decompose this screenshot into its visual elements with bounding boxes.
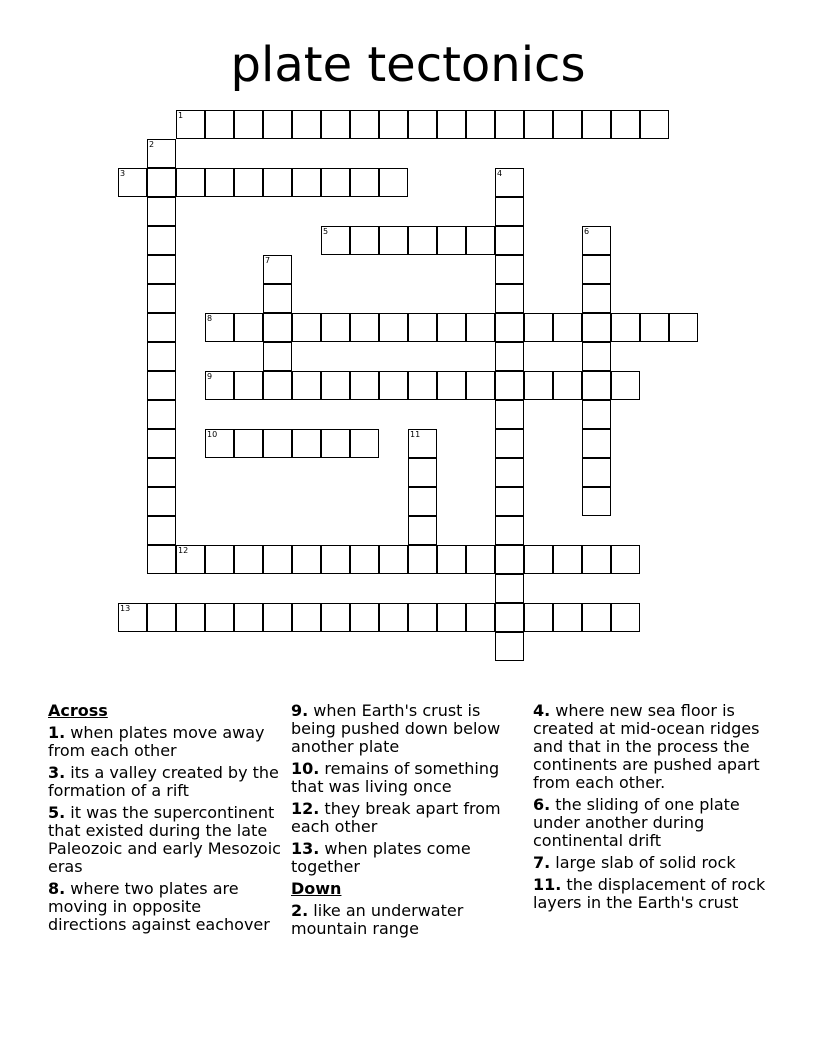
- grid-cell[interactable]: [379, 313, 408, 342]
- clue-item-text: when plates come together: [291, 839, 471, 876]
- grid-cell[interactable]: [495, 226, 524, 255]
- grid-cell[interactable]: [408, 516, 437, 545]
- grid-cell[interactable]: [234, 603, 263, 632]
- grid-cell[interactable]: [582, 226, 611, 255]
- grid-cell[interactable]: [147, 545, 176, 574]
- grid-cell[interactable]: [263, 168, 292, 197]
- grid-cell[interactable]: [611, 371, 640, 400]
- clue-item: [533, 796, 769, 850]
- grid-cell[interactable]: [495, 168, 524, 197]
- clue-item-text: when Earth's crust is being pushed down below another plate: [291, 701, 501, 756]
- grid-cell[interactable]: [321, 429, 350, 458]
- clue-number: 13: [120, 604, 131, 613]
- grid-cell[interactable]: [640, 313, 669, 342]
- clue-number: 5: [323, 227, 329, 236]
- grid-cell[interactable]: [147, 603, 176, 632]
- clue-item-text: it was the supercontinent that existed during the late Paleozoic and early Mesozoic eras: [48, 803, 281, 876]
- grid-cell[interactable]: [582, 313, 611, 342]
- grid-cell[interactable]: [205, 603, 234, 632]
- grid-cell[interactable]: [437, 371, 466, 400]
- grid-cell[interactable]: [437, 603, 466, 632]
- grid-cell[interactable]: [321, 168, 350, 197]
- grid-cell[interactable]: [582, 371, 611, 400]
- grid-cell[interactable]: [147, 197, 176, 226]
- grid-cell[interactable]: [582, 342, 611, 371]
- clue-column-1: [48, 702, 284, 938]
- grid-cell[interactable]: [495, 313, 524, 342]
- grid-cell[interactable]: [292, 313, 321, 342]
- clue-number: 3: [120, 169, 126, 178]
- grid-cell[interactable]: [147, 284, 176, 313]
- grid-cell[interactable]: [466, 603, 495, 632]
- clue-item: [291, 800, 527, 836]
- grid-cell[interactable]: [495, 632, 524, 661]
- clue-item: [291, 840, 527, 876]
- grid-cell[interactable]: [321, 110, 350, 139]
- grid-cell[interactable]: [408, 226, 437, 255]
- clue-item: [533, 876, 769, 912]
- grid-cell[interactable]: [176, 545, 205, 574]
- grid-cell[interactable]: [408, 429, 437, 458]
- grid-cell[interactable]: [524, 313, 553, 342]
- grid-cell[interactable]: [582, 603, 611, 632]
- grid-cell[interactable]: [292, 545, 321, 574]
- grid-cell[interactable]: [582, 429, 611, 458]
- clue-item: [533, 854, 769, 872]
- grid-cell[interactable]: [495, 371, 524, 400]
- grid-cell[interactable]: [611, 110, 640, 139]
- down-heading: Down: [291, 879, 342, 898]
- clue-item-text: where two plates are moving in opposite directions against eachover: [48, 879, 270, 934]
- grid-cell[interactable]: [495, 458, 524, 487]
- grid-cell[interactable]: [524, 110, 553, 139]
- grid-cell[interactable]: [495, 545, 524, 574]
- grid-cell[interactable]: [350, 429, 379, 458]
- grid-cell[interactable]: [524, 545, 553, 574]
- grid-cell[interactable]: [408, 110, 437, 139]
- grid-cell[interactable]: [147, 516, 176, 545]
- grid-cell[interactable]: [234, 429, 263, 458]
- grid-cell[interactable]: [466, 110, 495, 139]
- grid-cell[interactable]: [582, 284, 611, 313]
- grid-cell[interactable]: [582, 400, 611, 429]
- grid-cell[interactable]: [147, 371, 176, 400]
- grid-cell[interactable]: [553, 603, 582, 632]
- grid-cell[interactable]: [495, 516, 524, 545]
- grid-cell[interactable]: [234, 371, 263, 400]
- across-heading: Across: [48, 701, 108, 720]
- grid-cell[interactable]: [147, 313, 176, 342]
- grid-cell[interactable]: [205, 545, 234, 574]
- clue-number: 12: [178, 546, 189, 555]
- clue-item-number: 4.: [533, 701, 551, 720]
- clue-item: [291, 760, 527, 796]
- grid-cell[interactable]: [205, 313, 234, 342]
- grid-cell[interactable]: [379, 603, 408, 632]
- grid-cell[interactable]: [263, 255, 292, 284]
- grid-cell[interactable]: [495, 574, 524, 603]
- grid-cell[interactable]: [379, 226, 408, 255]
- clue-number: 9: [207, 372, 213, 381]
- clue-item-text: remains of something that was living once: [291, 759, 500, 796]
- grid-cell[interactable]: [466, 545, 495, 574]
- grid-cell[interactable]: [379, 168, 408, 197]
- grid-cell[interactable]: [118, 603, 147, 632]
- grid-cell[interactable]: [147, 226, 176, 255]
- grid-cell[interactable]: [234, 168, 263, 197]
- clue-item: [48, 880, 284, 934]
- grid-cell[interactable]: [263, 371, 292, 400]
- clue-item-text: the sliding of one plate under another during continental drift: [533, 795, 740, 850]
- clue-item-text: like an underwater mountain range: [291, 901, 464, 938]
- clue-item-number: 12.: [291, 799, 320, 818]
- clue-item-number: 3.: [48, 763, 66, 782]
- grid-cell[interactable]: [408, 313, 437, 342]
- clue-item-number: 11.: [533, 875, 562, 894]
- grid-cell[interactable]: [350, 226, 379, 255]
- grid-cell[interactable]: [582, 545, 611, 574]
- clue-number: 1: [178, 111, 184, 120]
- grid-cell[interactable]: [147, 429, 176, 458]
- grid-cell[interactable]: [205, 429, 234, 458]
- clue-number: 4: [497, 169, 503, 178]
- grid-cell[interactable]: [582, 255, 611, 284]
- grid-cell[interactable]: [292, 371, 321, 400]
- grid-cell[interactable]: [263, 603, 292, 632]
- clue-item: [48, 724, 284, 760]
- grid-cell[interactable]: [611, 545, 640, 574]
- clue-number: 10: [207, 430, 218, 439]
- grid-cell[interactable]: [321, 603, 350, 632]
- grid-cell[interactable]: [408, 603, 437, 632]
- grid-cell[interactable]: [350, 168, 379, 197]
- grid-cell[interactable]: [147, 255, 176, 284]
- grid-cell[interactable]: [350, 545, 379, 574]
- grid-cell[interactable]: [321, 371, 350, 400]
- clue-item-text: its a valley created by the formation of a rift: [48, 763, 279, 800]
- clue-item-number: 10.: [291, 759, 320, 778]
- grid-cell[interactable]: [350, 603, 379, 632]
- clue-item-text: when plates move away from each other: [48, 723, 265, 760]
- grid-cell[interactable]: [350, 110, 379, 139]
- grid-cell[interactable]: [292, 603, 321, 632]
- grid-cell[interactable]: [321, 545, 350, 574]
- clue-item-text: where new sea floor is created at mid-ocean ridges and that in the process the continents are pushed apart from each other.: [533, 701, 760, 792]
- grid-cell[interactable]: [437, 545, 466, 574]
- grid-cell[interactable]: [495, 603, 524, 632]
- puzzle-title: plate tectonics: [230, 37, 586, 93]
- grid-cell[interactable]: [495, 342, 524, 371]
- clue-item: [48, 764, 284, 800]
- grid-cell[interactable]: [495, 400, 524, 429]
- grid-cell[interactable]: [553, 545, 582, 574]
- clue-item: [48, 804, 284, 876]
- grid-cell[interactable]: [263, 545, 292, 574]
- grid-cell[interactable]: [466, 371, 495, 400]
- grid-cell[interactable]: [147, 400, 176, 429]
- clue-column-2: [291, 702, 527, 942]
- clue-item-number: 2.: [291, 901, 309, 920]
- clue-column-3: [533, 702, 769, 916]
- grid-cell[interactable]: [437, 226, 466, 255]
- grid-cell[interactable]: [553, 110, 582, 139]
- clue-number: 6: [584, 227, 590, 236]
- grid-cell[interactable]: [176, 168, 205, 197]
- grid-cell[interactable]: [176, 603, 205, 632]
- grid-cell[interactable]: [408, 487, 437, 516]
- grid-cell[interactable]: [524, 603, 553, 632]
- grid-cell[interactable]: [582, 110, 611, 139]
- grid-cell[interactable]: [582, 458, 611, 487]
- grid-cell[interactable]: [118, 168, 147, 197]
- grid-cell[interactable]: [234, 313, 263, 342]
- grid-cell[interactable]: [292, 168, 321, 197]
- grid-cell[interactable]: [379, 545, 408, 574]
- grid-cell[interactable]: [205, 371, 234, 400]
- clue-item: [291, 902, 527, 938]
- clue-item-number: 6.: [533, 795, 551, 814]
- grid-cell[interactable]: [669, 313, 698, 342]
- grid-cell[interactable]: [205, 168, 234, 197]
- grid-cell[interactable]: [263, 342, 292, 371]
- grid-cell[interactable]: [292, 110, 321, 139]
- grid-cell[interactable]: [263, 110, 292, 139]
- grid-cell[interactable]: [408, 458, 437, 487]
- grid-cell[interactable]: [379, 371, 408, 400]
- grid-cell[interactable]: [176, 110, 205, 139]
- grid-cell[interactable]: [495, 197, 524, 226]
- clue-item-number: 9.: [291, 701, 309, 720]
- grid-cell[interactable]: [292, 429, 321, 458]
- clue-item-number: 5.: [48, 803, 66, 822]
- clue-item-number: 1.: [48, 723, 66, 742]
- grid-cell[interactable]: [263, 429, 292, 458]
- grid-cell[interactable]: [495, 429, 524, 458]
- grid-cell[interactable]: [495, 255, 524, 284]
- grid-cell[interactable]: [611, 603, 640, 632]
- grid-cell[interactable]: [553, 313, 582, 342]
- clue-item-number: 13.: [291, 839, 320, 858]
- clue-item: [291, 702, 527, 756]
- grid-cell[interactable]: [147, 342, 176, 371]
- grid-cell[interactable]: [495, 110, 524, 139]
- grid-cell[interactable]: [466, 313, 495, 342]
- grid-cell[interactable]: [147, 458, 176, 487]
- grid-cell[interactable]: [582, 487, 611, 516]
- grid-cell[interactable]: [321, 313, 350, 342]
- grid-cell[interactable]: [147, 168, 176, 197]
- grid-cell[interactable]: [147, 139, 176, 168]
- grid-cell[interactable]: [234, 545, 263, 574]
- clue-number: 2: [149, 140, 155, 149]
- grid-cell[interactable]: [408, 371, 437, 400]
- grid-cell[interactable]: [263, 284, 292, 313]
- grid-cell[interactable]: [147, 487, 176, 516]
- grid-cell[interactable]: [495, 487, 524, 516]
- clue-number: 7: [265, 256, 271, 265]
- clue-item: [533, 702, 769, 792]
- grid-cell[interactable]: [437, 313, 466, 342]
- grid-cell[interactable]: [408, 545, 437, 574]
- grid-cell[interactable]: [350, 371, 379, 400]
- grid-cell[interactable]: [437, 110, 466, 139]
- grid-cell[interactable]: [234, 110, 263, 139]
- grid-cell[interactable]: [350, 313, 379, 342]
- grid-cell[interactable]: [640, 110, 669, 139]
- grid-cell[interactable]: [524, 371, 553, 400]
- clue-number: 8: [207, 314, 213, 323]
- grid-cell[interactable]: [379, 110, 408, 139]
- clue-item-number: 8.: [48, 879, 66, 898]
- grid-cell[interactable]: [321, 226, 350, 255]
- clue-item-text: the displacement of rock layers in the Earth's crust: [533, 875, 766, 912]
- grid-cell[interactable]: [466, 226, 495, 255]
- grid-cell[interactable]: [553, 371, 582, 400]
- grid-cell[interactable]: [205, 110, 234, 139]
- grid-cell[interactable]: [611, 313, 640, 342]
- clue-item-text: large slab of solid rock: [550, 853, 736, 872]
- clue-item-text: they break apart from each other: [291, 799, 501, 836]
- grid-cell[interactable]: [495, 284, 524, 313]
- grid-cell[interactable]: [263, 313, 292, 342]
- clue-number: 11: [410, 430, 421, 439]
- clue-item-number: 7.: [533, 853, 551, 872]
